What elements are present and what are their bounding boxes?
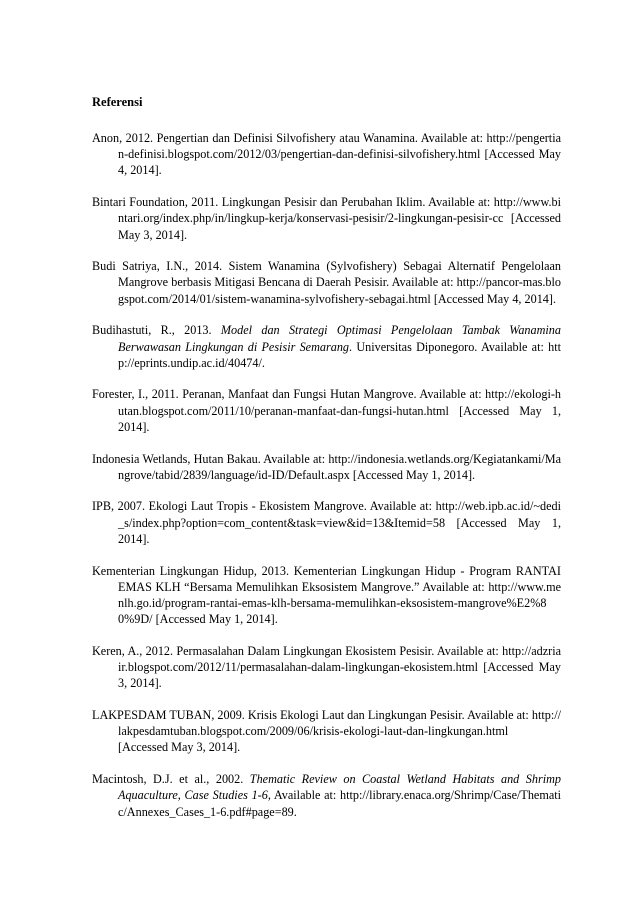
reference-url[interactable]: http://lakpesdamtuban.blogspot.com/2009/06/krisis-ekologi-laut-dan-lingkungan.html (118, 707, 561, 739)
reference-text: Forester, I., 2011. Peranan, Manfaat dan Fungsi Hutan Mangrove. Available at: (92, 387, 486, 402)
reference-url[interactable]: http://web.ipb.ac.id/~dedi_s/index.php?option=com_content&task=view&id=13&Itemid=58 (118, 499, 561, 530)
reference-entry (92, 130, 561, 179)
reference-url[interactable]: http://library.enaca.org/Shrimp/Case/Thematic/Annexes_Cases_1-6.pdf#page=89 (118, 788, 561, 819)
reference-accessed: . (293, 804, 297, 819)
reference-accessed: [Accessed May 1, 2014]. (152, 612, 278, 627)
reference-text: Indonesia Wetlands, Hutan Bakau. Available at: (92, 451, 329, 466)
reference-entry (92, 643, 561, 692)
reference-title-italic: Thematic Review on Coastal Wetland Habitats and Shrimp Aquaculture, Case Studies 1-6 (118, 772, 561, 803)
reference-accessed: [Accessed May 1, 2014]. (118, 403, 561, 434)
reference-accessed: [Accessed May 4, 2014]. (118, 147, 561, 178)
reference-text: . Universitas Diponegoro. Available at: (349, 339, 549, 354)
reference-text: Budi Satriya, I.N., 2014. Sistem Wanamina (Sylvofishery) Sebagai Alternatif Pengelolaan Mangrove berbasis Mitigasi Bencana di Daerah Pesisir. Available at: (92, 259, 561, 290)
reference-entry (92, 771, 561, 820)
reference-accessed: [Accessed May 3, 2014]. (118, 211, 561, 242)
reference-text: Macintosh, D.J. et al., 2002. (92, 772, 250, 787)
reference-text: Keren, A., 2012. Permasalahan Dalam Lingkungan Ekosistem Pesisir. Available at: (92, 643, 503, 658)
reference-entry (92, 322, 561, 371)
reference-url[interactable]: http://pengertian-definisi.blogspot.com/2012/03/pengertian-dan-definisi-silvofishery.html (118, 131, 561, 162)
reference-url[interactable]: http://indonesia.wetlands.org/Kegiatankami/Mangrove/tabid/2839/language/id-ID/Default.aspx (118, 451, 561, 482)
reference-entry (92, 451, 561, 483)
reference-accessed: [Accessed May 1, 2014]. (349, 467, 476, 482)
reference-url[interactable]: http://pancor-mas.blogspot.com/2014/01/sistem-wanamina-sylvofishery-sebagai.html (118, 275, 561, 306)
reference-list (92, 130, 561, 820)
reference-url[interactable]: http://www.menlh.go.id/program-rantai-emas-klh-bersama-memulihkan-eksosistem-mangrove%E2%80%9D/ (118, 579, 561, 627)
reference-entry (92, 194, 561, 243)
reference-url[interactable]: http://adzriair.blogspot.com/2012/11/permasalahan-dalam-lingkungan-ekosistem.html (118, 643, 561, 675)
references-heading: Referensi (92, 95, 143, 109)
reference-url[interactable]: http://ekologi-hutan.blogspot.com/2011/10/peranan-manfaat-dan-fungsi-hutan.html (118, 387, 561, 418)
reference-text: Bintari Foundation, 2011. Lingkungan Pesisir dan Perubahan Iklim. Available at: (92, 195, 494, 210)
reference-accessed: [Accessed May 3, 2014]. (118, 740, 241, 755)
reference-text: IPB, 2007. Ekologi Laut Tropis - Ekosistem Mangrove. Available at: (92, 499, 436, 514)
reference-title-italic: Model dan Strategi Optimasi Pengelolaan Tambak Wanamina Berwawasan Lingkungan di Pesisir Semarang (118, 323, 561, 354)
reference-entry (92, 563, 561, 628)
reference-entry (92, 386, 561, 435)
reference-text: Budihastuti, R., 2013. (92, 323, 221, 338)
reference-accessed: . (261, 355, 265, 370)
reference-accessed: [Accessed May 3, 2014]. (118, 660, 561, 691)
reference-entry (92, 258, 561, 307)
reference-url[interactable]: http://www.bintari.org/index.php/in/lingkup-kerja/konservasi-pesisir/2-lingkungan-pesisir-cc (118, 195, 561, 226)
reference-entry (92, 498, 561, 547)
reference-accessed: [Accessed May 4, 2014]. (430, 291, 556, 306)
reference-page (92, 94, 561, 835)
reference-text: Kementerian Lingkungan Hidup, 2013. Kementerian Lingkungan Hidup - Program RANTAI EMAS KLH “Bersama Memulihkan Eksosistem Mangrove.” Available at: (92, 563, 561, 594)
reference-url[interactable]: http://eprints.undip.ac.id/40474/ (118, 339, 561, 370)
reference-text: LAKPESDAM TUBAN, 2009. Krisis Ekologi Laut dan Lingkungan Pesisir. Available at: (92, 707, 532, 722)
reference-entry (92, 707, 561, 756)
reference-accessed: [Accessed May 1, 2014]. (118, 515, 561, 546)
reference-text: Anon, 2012. Pengertian dan Definisi Silvofishery atau Wanamina. Available at: (92, 131, 487, 145)
reference-text: , Available at: (267, 788, 340, 803)
